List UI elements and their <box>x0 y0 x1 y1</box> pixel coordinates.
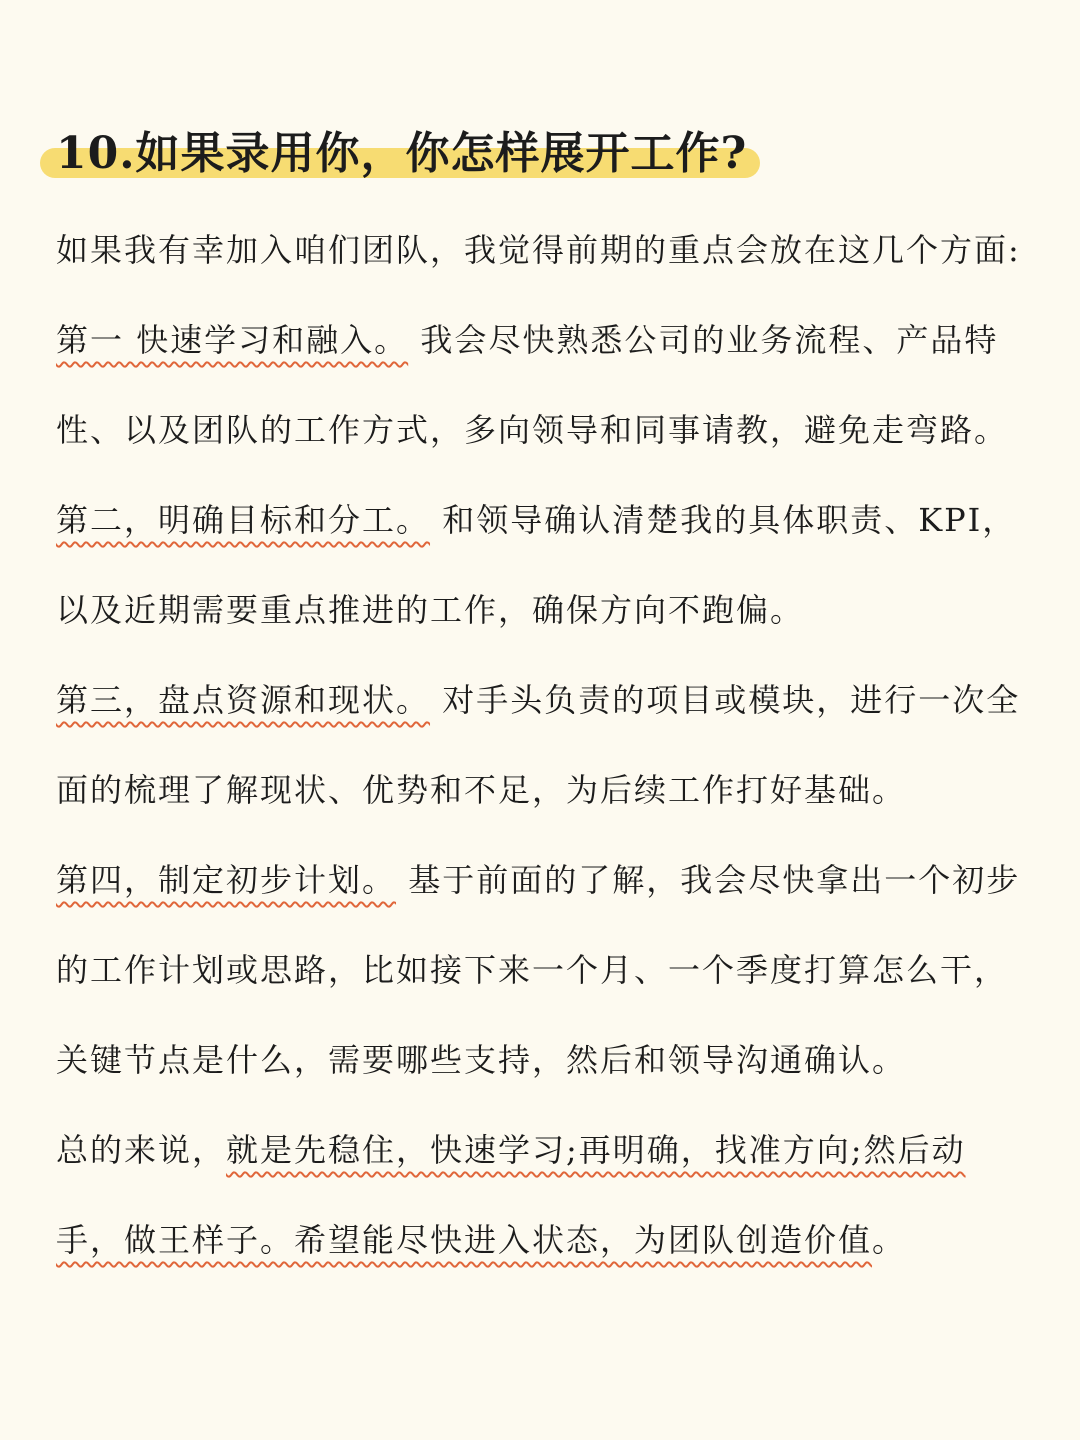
intro-paragraph: 如果我有幸加入咱们团队，我觉得前期的重点会放在这几个方面: <box>56 231 1021 269</box>
summary-lead: 总的来说， <box>56 1131 227 1169</box>
summary-paragraph <box>56 1105 1031 1285</box>
summary-highlight: 就是先稳住，快速学习;再明确，找准方向;然后动手，做王样子。希望能尽快进入状态，为团队创造价值 <box>56 1131 966 1259</box>
point-4-paragraph <box>56 835 1031 1105</box>
answer-body <box>56 205 1031 1285</box>
point-4-text: 基于前面的了解，我会尽快拿出一个初步的工作计划或思路，比如接下来一个月、一个季度打算怎么干，关键节点是什么，需要哪些支持，然后和领导沟通确认。 <box>56 861 1021 1079</box>
point-1-heading: 第一 快速学习和融入。 <box>56 321 409 359</box>
point-1-text: 我会尽快熟悉公司的业务流程、产品特性、以及团队的工作方式，多向领导和同事请教，避免走弯路。 <box>56 321 1009 449</box>
point-4-heading: 第四，制定初步计划。 <box>56 861 397 899</box>
page-title: 10.如果录用你，你怎样展开工作? <box>56 128 748 179</box>
title-block <box>40 118 747 190</box>
point-3-heading: 第三，盘点资源和现状。 <box>56 681 431 719</box>
point-2-heading: 第二，明确目标和分工。 <box>56 501 431 539</box>
summary-end: 。 <box>872 1221 907 1259</box>
point-3-paragraph <box>56 655 1031 835</box>
point-1-paragraph <box>56 295 1031 655</box>
point-2-text: 和领导确认清楚我的具体职责、KPI，以及近期需要重点推进的工作，确保方向不跑偏。 <box>56 501 1017 629</box>
point-3-text: 对手头负责的项目或模块，进行一次全面的梳理了解现状、优势和不足，为后续工作打好基础。 <box>56 681 1021 809</box>
